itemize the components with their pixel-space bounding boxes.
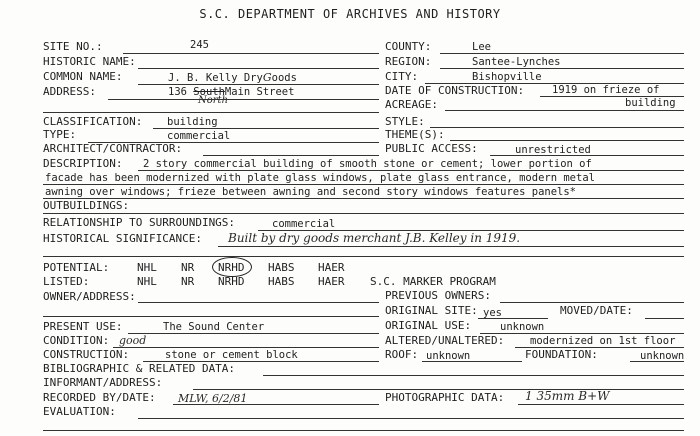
previous-owners-line [500,302,684,303]
owner-address-line-2 [43,316,379,317]
evaluation-label: EVALUATION: [43,405,116,418]
address-line-2 [43,112,379,113]
public-access-line [490,155,684,156]
roof-value: unknown [426,350,471,362]
construction-label: CONSTRUCTION: [43,348,130,361]
region-line [440,68,684,69]
address-label: ADDRESS: [43,85,96,98]
condition-value: good [119,334,147,347]
original-use-line [480,333,684,334]
address-line [108,99,379,100]
roof-line [422,361,522,362]
region-label: REGION: [385,55,432,68]
informant-label: INFORMANT/ADDRESS: [43,376,163,389]
site-no-line [123,53,379,54]
potential-nr: NR [181,261,195,274]
recorded-by-line [173,404,379,405]
type-label: TYPE: [43,128,77,141]
address-insert: North [198,95,229,106]
original-site-line [478,318,548,319]
present-use-line [128,333,379,334]
common-name-correction: G [262,71,272,84]
foundation-label: FOUNDATION: [525,348,598,361]
listed-haer: HAER [318,275,345,288]
informant-line [193,389,684,390]
site-no-value: 245 [190,39,209,51]
acreage-line [445,110,684,111]
potential-label: POTENTIAL: [43,261,110,274]
potential-haer: HAER [318,261,345,274]
date-construction-value-2: building [625,97,676,109]
section-divider [43,256,684,257]
foundation-value: unknown [640,350,685,362]
sc-marker-label: S.C. MARKER PROGRAM [370,275,496,288]
relationship-value: commercial [272,218,336,230]
common-name-value: J. B. Kelly DryGoods [168,71,297,84]
site-no-label: SITE NO.: [43,40,103,53]
original-site-value: yes [483,307,502,319]
condition-label: CONDITION: [43,334,110,347]
public-access-label: PUBLIC ACCESS: [385,142,478,155]
city-label: CITY: [385,70,419,83]
roof-label: ROOF: [385,348,419,361]
architect-label: ARCHITECT/CONTRACTOR: [43,142,183,155]
type-value: commercial [167,130,231,142]
bibliographic-line [263,375,684,376]
altered-value: modernized on 1st floor [530,335,676,347]
acreage-label: ACREAGE: [385,98,438,111]
present-use-value: The Sound Center [163,321,265,333]
recorded-by-label: RECORDED BY/DATE: [43,391,156,404]
form-title: S.C. DEPARTMENT OF ARCHIVES AND HISTORY [199,7,501,21]
date-construction-label: DATE OF CONSTRUCTION: [385,84,525,97]
themes-line [450,140,684,141]
listed-habs: HABS [268,275,295,288]
description-rule-2 [43,184,684,185]
description-rule-1 [138,170,684,171]
historical-significance-value: Built by dry goods merchant J.B. Kelley in 1919. [228,231,521,245]
city-value: Bishopville [472,71,542,83]
description-label: DESCRIPTION: [43,157,123,170]
potential-nrhd: NRHD [218,261,245,274]
themes-label: THEME(S): [385,128,445,141]
listed-nr: NR [181,275,195,288]
previous-owners-label: PREVIOUS OWNERS: [385,289,491,302]
potential-habs: HABS [268,261,295,274]
moved-date-line [645,318,684,319]
description-rule-3 [43,198,684,199]
common-name-line [138,84,379,85]
classification-line [153,128,379,129]
owner-address-line [138,302,379,303]
classification-label: CLASSIFICATION: [43,115,143,128]
county-line [440,53,684,54]
historical-significance-label: HISTORICAL SIGNIFICANCE: [43,232,202,245]
historical-significance-line [218,246,684,247]
description-line-1: 2 story commercial building of smooth stone or cement; lower portion of [143,158,592,170]
historic-name-line [138,68,379,69]
description-line-2: facade has been modernized with plate glass windows, plate glass entrance, modern metal [45,172,595,184]
potential-nrhd-circle [212,257,252,277]
construction-value: stone or cement block [165,349,298,361]
original-use-value: unknown [500,321,545,333]
date-construction-value-1: 1919 on frieze of [552,84,660,96]
region-value: Santee-Lynches [472,56,561,68]
style-line [430,127,684,128]
address-struck-word: South [193,86,225,98]
style-label: STYLE: [385,115,425,128]
original-use-label: ORIGINAL USE: [385,319,472,332]
public-access-value: unrestricted [515,144,591,156]
evaluation-line-2 [43,430,684,431]
description-line-3: awning over windows; frieze between awning and second story windows features panels* [45,186,577,198]
photographic-label: PHOTOGRAPHIC DATA: [385,391,505,404]
altered-label: ALTERED/UNALTERED: [385,334,505,347]
listed-label: LISTED: [43,275,90,288]
bibliographic-label: BIBLIOGRAPHIC & RELATED DATA: [43,362,236,375]
evaluation-line [138,418,684,419]
condition-line [113,347,379,348]
photographic-line [518,404,684,405]
recorded-by-value: MLW, 6/2/81 [178,392,248,405]
county-value: Lee [472,41,491,53]
photographic-value: 1 35mm B+W [525,389,610,403]
foundation-line [630,361,684,362]
common-name-label: COMMON NAME: [43,70,123,83]
original-site-label: ORIGINAL SITE: [385,304,478,317]
address-value: 136 SouthMain Street [168,86,295,98]
county-label: COUNTY: [385,40,432,53]
architect-line [203,155,379,156]
historic-name-label: HISTORIC NAME: [43,55,136,68]
outbuildings-rule [43,213,684,214]
listed-nhl: NHL [137,275,157,288]
owner-address-label: OWNER/ADDRESS: [43,290,136,303]
classification-value: building [167,116,218,128]
moved-date-label: MOVED/DATE: [560,304,633,317]
present-use-label: PRESENT USE: [43,320,123,333]
listed-nrhd: NRHD [218,275,245,288]
potential-nhl: NHL [137,261,157,274]
relationship-label: RELATIONSHIP TO SURROUNDINGS: [43,216,236,229]
outbuildings-label: OUTBUILDINGS: [43,199,130,212]
